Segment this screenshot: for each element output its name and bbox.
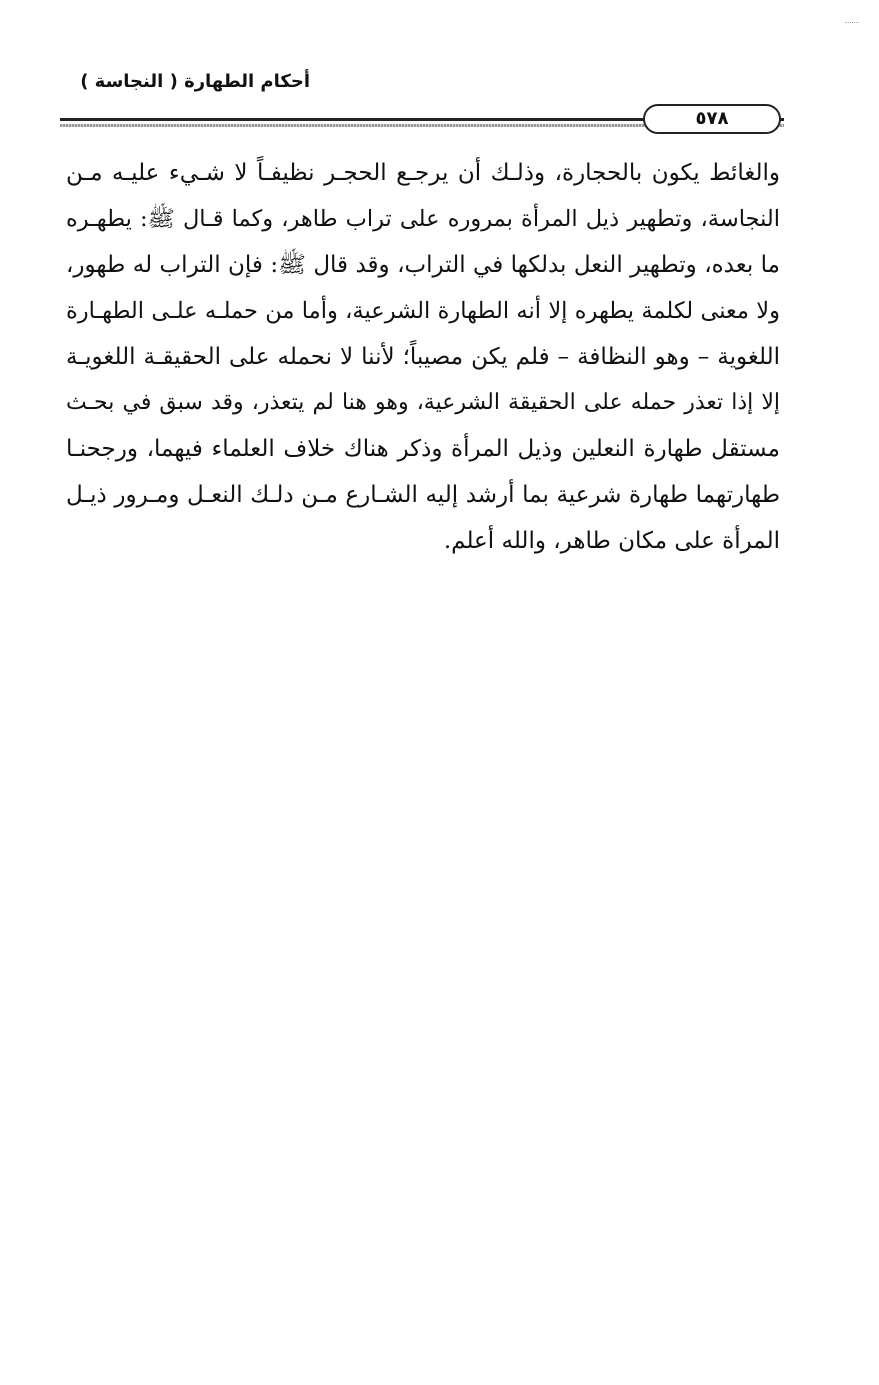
text-line: النجاسة، وتطهير ذيل المرأة بمروره على تراب طاهر، وكما قـال ﷺ: يطهـره (66, 206, 780, 232)
scan-corner-mark (845, 22, 859, 27)
text-line: مستقل طهارة النعلين وذيل المرأة وذكر هناك خلاف العلماء فيهما، ورجحنـا (66, 436, 780, 462)
text-line: اللغوية – وهو النظافة – فلم يكن مصيباً؛ لأننا لا نحمله على الحقيقـة اللغويـة (66, 344, 780, 370)
page-number: ٥٧٨ (643, 104, 781, 134)
text-line: طهارتهما طهارة شرعية بما أرشد إليه الشـارع مـن دلـك النعـل ومـرور ذيـل (66, 482, 780, 508)
header-rule (60, 104, 784, 134)
text-line: ولا معنى لكلمة يطهره إلا أنه الطهارة الشرعية، وأما من حملـه علـى الطهـارة (66, 298, 780, 324)
text-line-last: المرأة على مكان طاهر، والله أعلم. (443, 528, 780, 554)
running-title: أحكام الطهارة ( النجاسة ) (80, 71, 310, 92)
text-line: والغائط يكون بالحجارة، وذلـك أن يرجـع الحجـر نظيفـاً لا شـيء عليـه مـن (66, 160, 780, 186)
body-text (66, 150, 780, 564)
text-line: ما بعده، وتطهير النعل بدلكها في التراب، وقد قال ﷺ: فإن التراب له طهور، (66, 252, 780, 278)
text-line: إلا إذا تعذر حمله على الحقيقة الشرعية، وهو هنا لم يتعذر، وقد سبق في بحـث (66, 390, 780, 415)
